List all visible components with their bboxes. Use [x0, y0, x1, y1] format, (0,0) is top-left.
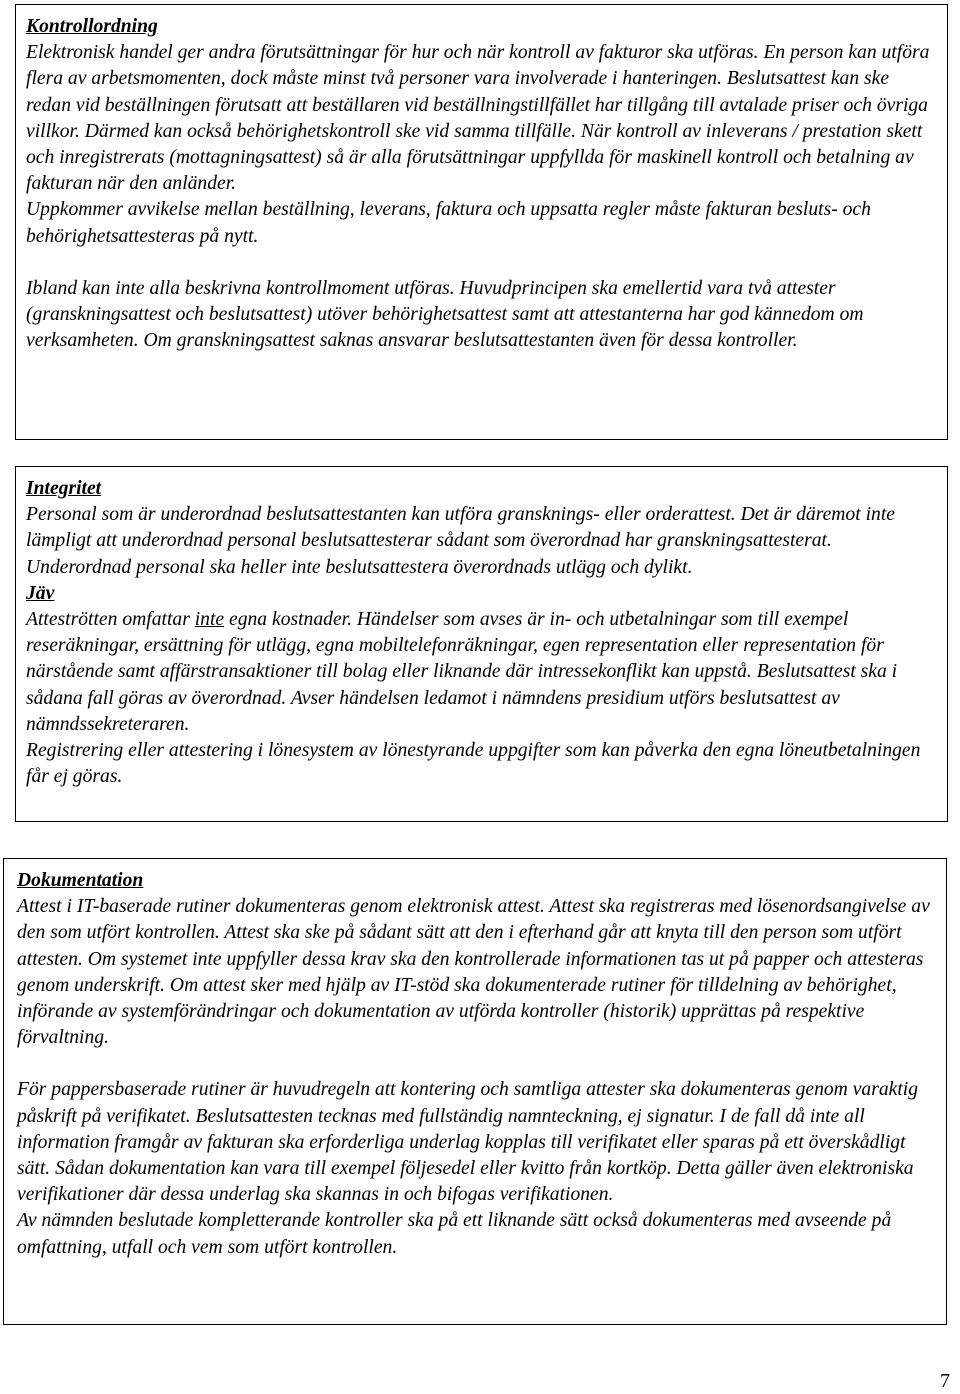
dokumentation-paragraph-1: Attest i IT-baserade rutiner dokumenteras genom elektronisk attest. Attest ska registreras med lösenordsangivelse av den som utfört kontrollen. Attest ska ske på sådant sätt att den i efterhand går att knyta till den person som utfört attesten. Om systemet inte uppfyller dessa krav ska den kontrollerade informationen tas ut på papper och attesteras genom underskrift. Om attest sker med hjälp av IT-stöd ska dokumenterade rutiner för tilldelning av behörighet, införande av systemförändringar och dokumentation av utförda kontroller (historik) upprättas på respektive förvaltning. [17, 896, 930, 1049]
integritet-heading: Integritet [26, 478, 102, 499]
kontrollordning-section [15, 4, 948, 440]
kontrollordning-paragraph-1: Elektronisk handel ger andra förutsättningar för hur och när kontroll av fakturor ska utföras. En person kan utföra flera av arbetsmomenten, dock måste minst två personer vara involverade i hanteringen. Beslutsattest kan ske redan vid beställningen förutsatt att beställaren vid beställningstillfället har tillgång till avtalade priser och övriga villkor. Därmed kan också behörighetskontroll ske vid samma tillfälle. När kontroll av inleverans / prestation skett och inregistrerats (mottagningsattest) så är alla förutsättningar uppfyllda för maskinell kontroll och betalning av fakturan när den anländer. [26, 42, 930, 195]
integritet-jav-section [15, 466, 948, 822]
page-number: 7 [940, 1370, 950, 1392]
integritet-paragraph: Personal som är underordnad beslutsattestanten kan utföra gransknings- eller orderattest. Det är däremot inte lämpligt att underordnad personal beslutsattesterar sådant som överordnad har granskningsattesterat. Underordnad personal ska heller inte beslutsattestera överordnads utlägg och dylikt. [26, 504, 895, 578]
kontrollordning-paragraph-3: Ibland kan inte alla beskrivna kontrollmoment utföras. Huvudprincipen ska emellertid vara två attester (granskningsattest och beslutsattest) utöver behörighetsattest samt att attestanterna har god kännedom om verksamheten. Om granskningsattest saknas ansvarar beslutsattestanten även för dessa kontroller. [26, 277, 864, 352]
jav-text-end: egna kostnader. Händelser som avses är in- och utbetalningar som till exempel reseräkningar, ersättning för utlägg, egna mobiltelefonräkningar, egen representation eller representation för närstående samt affärstransaktioner till bolag eller liknande där intressekonflikt kan uppstå. Beslutsattest ska i sådana fall göras av överordnad. Avser händelsen ledamot i nämndens presidium utförs beslutsattest av nämndssekreteraren. [26, 609, 898, 735]
jav-heading: Jäv [26, 582, 55, 604]
dokumentation-paragraph-3: Av nämnden beslutade kompletterande kontroller ska på ett liknande sätt också dokumenteras med avseende på omfattning, utfall och vem som utfört kontrollen. [17, 1210, 892, 1258]
dokumentation-section [3, 858, 947, 1325]
kontrollordning-paragraph-2: Uppkommer avvikelse mellan beställning, leverans, faktura och uppsatta regler måste fakturan besluts- och behörighetsattesteras på nytt. [26, 199, 871, 247]
jav-emphasis-inte: inte [194, 609, 225, 631]
jav-text-start: Atteströtten omfattar [26, 609, 195, 631]
dokumentation-paragraph-2: För pappersbaserade rutiner är huvudregeln att kontering och samtliga attester ska dokumenteras genom varaktig påskrift på verifikatet. Beslutsattesten tecknas med fullständig namnteckning, ej signatur. I de fall då inte all information framgår av fakturan ska erforderliga underlag kopplas till verifikatet eller sparas på ett överskådligt sätt. Sådan dokumentation kan vara till exempel följesedel eller kvitto från kortköp. Detta gäller även elektroniska verifikationer där dessa underlag ska skannas in och bifogas verifikationen. [17, 1079, 919, 1206]
jav-paragraph-2: Registrering eller attestering i lönesystem av lönestyrande uppgifter som kan påverka den egna löneutbetalningen får ej göras. [26, 740, 921, 788]
dokumentation-heading: Dokumentation [17, 870, 144, 891]
kontrollordning-heading: Kontrollordning [26, 16, 158, 37]
jav-paragraph-1 [26, 607, 937, 738]
paragraph-spacer [17, 1051, 936, 1077]
paragraph-spacer [26, 250, 937, 276]
